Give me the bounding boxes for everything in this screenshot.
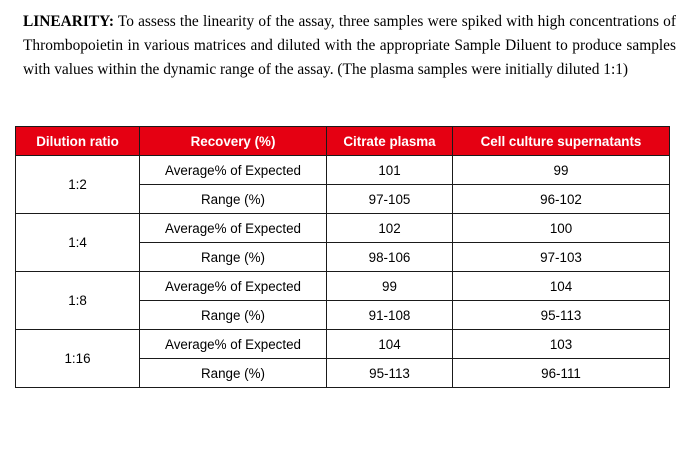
header-citrate-plasma: Citrate plasma [327,127,453,156]
culture-value-cell: 100 [453,214,670,243]
dilution-ratio-cell: 1:16 [16,330,140,388]
culture-value-cell: 99 [453,156,670,185]
citrate-value-cell: 97-105 [327,185,453,214]
header-cell-culture: Cell culture supernatants [453,127,670,156]
recovery-label-cell: Range (%) [140,243,327,272]
culture-value-cell: 96-102 [453,185,670,214]
table-row [16,272,670,301]
linearity-paragraph [23,10,676,82]
recovery-label-cell: Average% of Expected [140,156,327,185]
linearity-text: To assess the linearity of the assay, three samples were spiked with high concentrations of Thrombopoietin in various matrices and diluted with the appropriate Sample Diluent to produce samples with values within the dynamic range of the assay. (The plasma samples were initially diluted 1:1) [23,13,676,78]
dilution-ratio-cell: 1:2 [16,156,140,214]
recovery-label-cell: Range (%) [140,301,327,330]
citrate-value-cell: 98-106 [327,243,453,272]
citrate-value-cell: 99 [327,272,453,301]
culture-value-cell: 97-103 [453,243,670,272]
recovery-label-cell: Average% of Expected [140,272,327,301]
dilution-ratio-cell: 1:4 [16,214,140,272]
dilution-ratio-cell: 1:8 [16,272,140,330]
culture-value-cell: 104 [453,272,670,301]
recovery-label-cell: Average% of Expected [140,214,327,243]
citrate-value-cell: 91-108 [327,301,453,330]
citrate-value-cell: 95-113 [327,359,453,388]
header-recovery: Recovery (%) [140,127,327,156]
recovery-label-cell: Range (%) [140,359,327,388]
linearity-table [15,126,670,388]
culture-value-cell: 95-113 [453,301,670,330]
citrate-value-cell: 101 [327,156,453,185]
recovery-label-cell: Range (%) [140,185,327,214]
culture-value-cell: 103 [453,330,670,359]
table-row [16,330,670,359]
culture-value-cell: 96-111 [453,359,670,388]
table-row [16,214,670,243]
header-dilution-ratio: Dilution ratio [16,127,140,156]
table-row [16,156,670,185]
linearity-heading: LINEARITY: [23,13,114,30]
citrate-value-cell: 102 [327,214,453,243]
table-header-row [16,127,670,156]
recovery-label-cell: Average% of Expected [140,330,327,359]
citrate-value-cell: 104 [327,330,453,359]
